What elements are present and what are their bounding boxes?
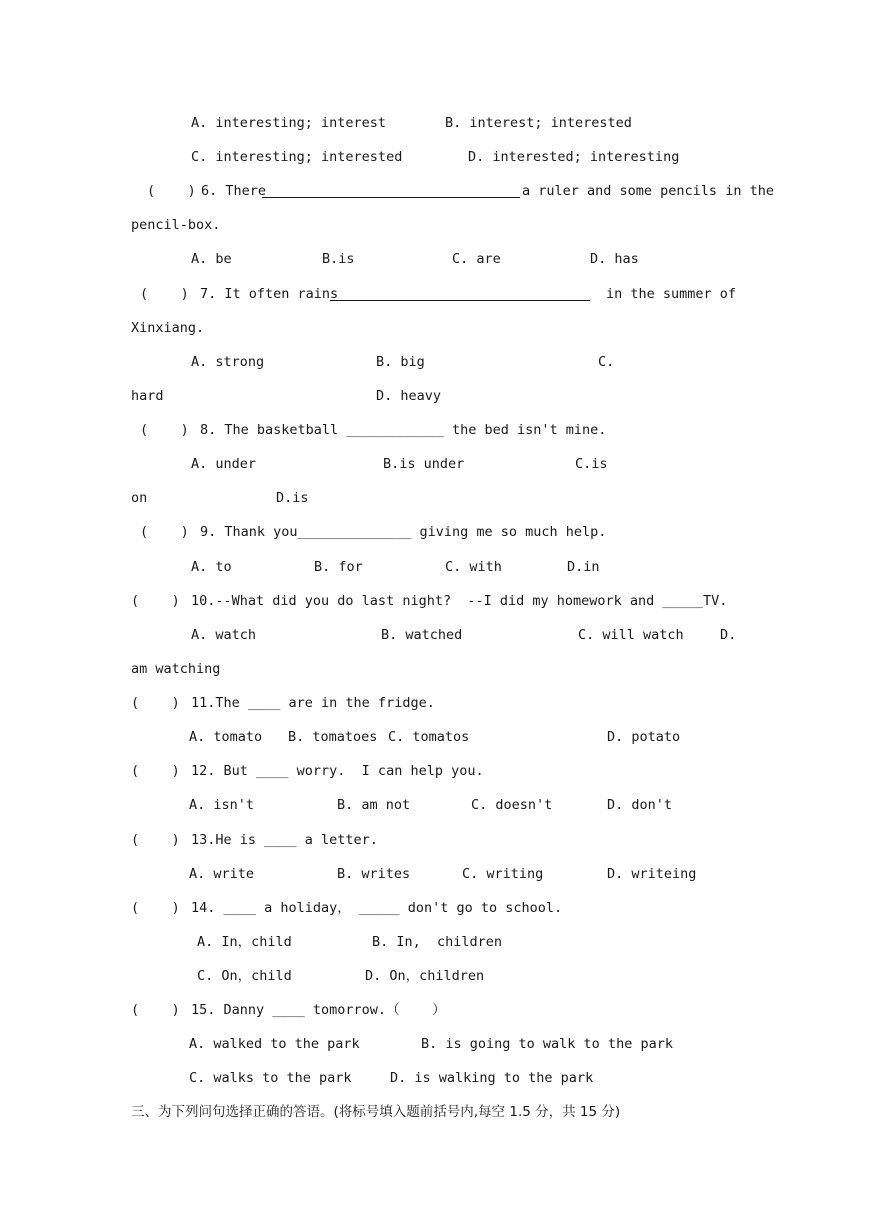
q10-stem: 10.--What did you do last night? --I did my homework and _____TV.	[191, 593, 728, 609]
answer-bracket[interactable]: ( )	[131, 763, 180, 779]
q9-option-a: A. to	[191, 559, 232, 575]
q9-option-c: C. with	[445, 559, 502, 575]
q11-option-a: A. tomato	[189, 729, 263, 745]
answer-bracket[interactable]: ( )	[140, 286, 189, 302]
q8-stem: 8. The basketball ____________ the bed isn't mine.	[200, 422, 607, 438]
q15-option-a: A. walked to the park	[189, 1036, 360, 1052]
q13-stem: 13.He is ____ a letter.	[191, 832, 378, 848]
answer-bracket[interactable]: ( )	[131, 900, 180, 916]
q6-stem-continued: pencil-box.	[131, 217, 221, 233]
q12-option-c: C. doesn't	[471, 797, 553, 813]
q14-option-c: C. On，child	[197, 968, 292, 984]
q7-option-b: B. big	[376, 354, 425, 370]
q7-option-c: C.	[598, 354, 615, 370]
q10-option-b: B. watched	[381, 627, 463, 643]
q13-option-d: D. writeing	[607, 866, 697, 882]
q11-option-b: B. tomatoes	[288, 729, 378, 745]
q5-option-c: C. interesting; interested	[191, 149, 403, 165]
q8-option-c: C.is	[575, 456, 608, 472]
q12-option-a: A. isn't	[189, 797, 255, 813]
q12-option-b: B. am not	[337, 797, 411, 813]
q8-option-d: D.is	[276, 490, 309, 506]
q8-option-a: A. under	[191, 456, 257, 472]
q12-stem: 12. But ____ worry. I can help you.	[191, 763, 484, 779]
q14-option-a: A. In，child	[197, 934, 292, 950]
q15-stem: 15. Danny ____ tomorrow.（ ）	[191, 1002, 446, 1018]
q6-option-a: A. be	[191, 251, 232, 267]
q5-option-a: A. interesting; interest	[191, 115, 387, 131]
q9-stem: 9. Thank you______________ giving me so much help.	[200, 524, 607, 540]
q8-option-c-continued: on	[131, 490, 148, 506]
q13-option-c: C. writing	[462, 866, 544, 882]
q7-option-d: D. heavy	[376, 388, 442, 404]
q9-option-b: B. for	[314, 559, 363, 575]
q10-option-d: D.	[720, 627, 737, 643]
q13-option-a: A. write	[189, 866, 255, 882]
q7-stem-start: 7. It often rains	[200, 286, 339, 302]
q5-option-d: D. interested; interesting	[468, 149, 680, 165]
q7-option-c-continued: hard	[131, 388, 164, 404]
q14-stem: 14. ____ a holiday， _____ don't go to school.	[191, 900, 563, 916]
answer-bracket[interactable]: ( )	[131, 695, 180, 711]
q5-option-b: B. interest; interested	[445, 115, 632, 131]
q10-option-a: A. watch	[191, 627, 257, 643]
section-3-heading: 三、为下列问句选择正确的答语。(将标号填入题前括号内,每空 1.5 分，共 15 分)	[131, 1104, 621, 1120]
q6-stem-end: a ruler and some pencils in the	[522, 183, 774, 199]
q7-stem-continued: Xinxiang.	[131, 320, 205, 336]
q10-option-c: C. will watch	[578, 627, 684, 643]
answer-bracket[interactable]: ( )	[140, 524, 189, 540]
q6-answer-blank[interactable]	[262, 197, 520, 198]
q6-option-c: C. are	[452, 251, 501, 267]
answer-bracket[interactable]: ( )	[131, 1002, 180, 1018]
answer-bracket[interactable]: ( )	[140, 422, 189, 438]
q15-option-b: B. is going to walk to the park	[421, 1036, 673, 1052]
q8-option-b: B.is under	[383, 456, 465, 472]
q10-option-d-continued: am watching	[131, 661, 221, 677]
q7-answer-blank[interactable]	[330, 300, 590, 301]
q6-option-d: D. has	[590, 251, 639, 267]
q14-option-d: D. On，children	[365, 968, 485, 984]
q7-option-a: A. strong	[191, 354, 265, 370]
q6-option-b: B.is	[322, 251, 355, 267]
answer-bracket[interactable]: ( )	[147, 183, 196, 199]
q11-stem: 11.The ____ are in the fridge.	[191, 695, 435, 711]
q15-option-d: D. is walking to the park	[390, 1070, 594, 1086]
q14-option-b: B. In, children	[372, 934, 503, 950]
q11-option-c: C. tomatos	[388, 729, 470, 745]
q7-stem-end: in the summer of	[606, 286, 737, 302]
q6-stem-start: 6. There	[201, 183, 267, 199]
answer-bracket[interactable]: ( )	[131, 593, 180, 609]
q11-option-d: D. potato	[607, 729, 681, 745]
q12-option-d: D. don't	[607, 797, 673, 813]
q15-option-c: C. walks to the park	[189, 1070, 352, 1086]
answer-bracket[interactable]: ( )	[131, 832, 180, 848]
q13-option-b: B. writes	[337, 866, 411, 882]
q9-option-d: D.in	[567, 559, 600, 575]
